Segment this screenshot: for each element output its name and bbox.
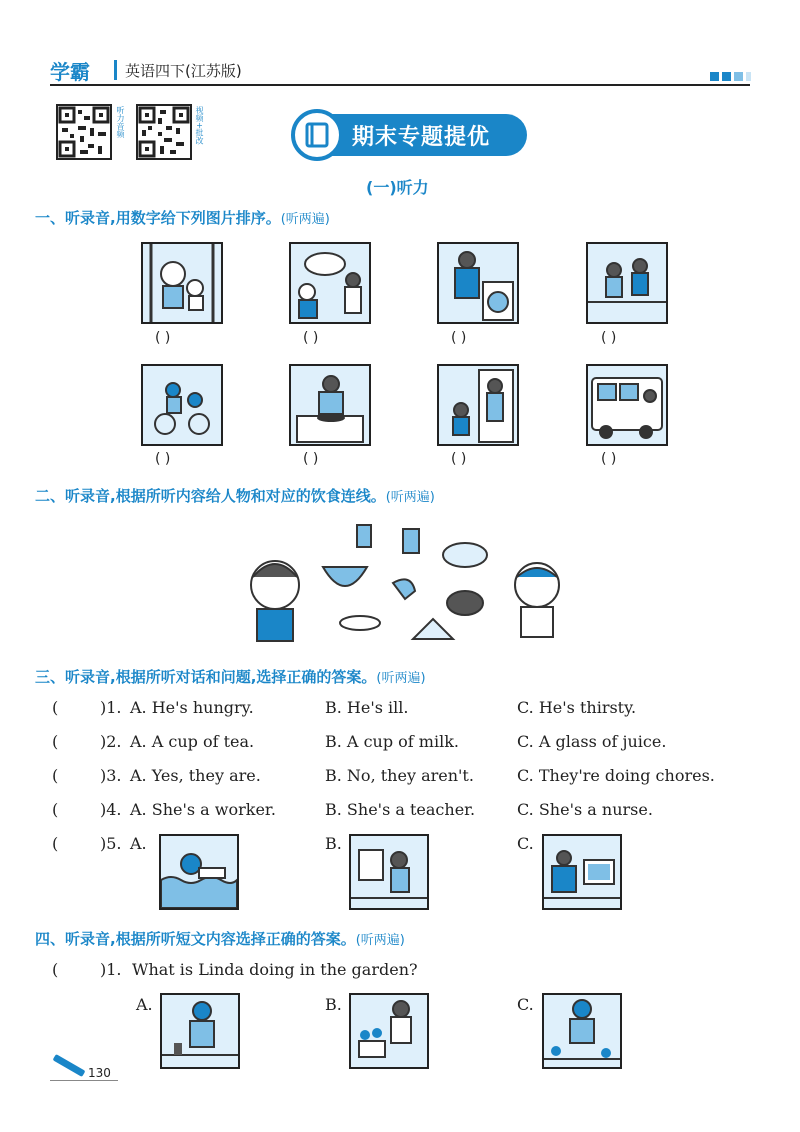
man-washing-clothes-icon [437,242,519,324]
section-4-note: (听两遍) [355,933,405,948]
answer-blank[interactable]: ( ) [155,451,171,467]
option-a: A. Yes, they are. [130,766,261,785]
section-3-instruction: 三、听录音,根据所听对话和问题,选择正确的答案。 [35,668,377,686]
boy-going-home-icon [437,364,519,446]
option-b-label: B. [325,834,342,853]
section-3-note: (听两遍) [376,671,426,686]
answer-blank[interactable]: ( ) [303,451,319,467]
mother-cooking-icon [289,364,371,446]
option-b: B. She's a teacher. [325,800,476,819]
section-4-instruction: 四、听录音,根据所听短文内容选择正确的答案。 [35,930,356,948]
answer-paren[interactable]: ( [52,834,59,853]
qr-caption-video: 视频+批改 [195,106,204,145]
qr-caption-listening: 听力音频 [116,106,125,138]
question-number: )1. [100,960,122,979]
qr-code-video[interactable] [136,104,192,160]
banner-book-icon [291,109,343,161]
option-b: B. No, they aren't. [325,766,474,785]
question-number: )4. [100,800,122,819]
food-items [323,525,487,639]
section-4-heading [35,928,405,949]
question-number: )3. [100,766,122,785]
swimming-icon[interactable] [159,834,239,910]
drawing-picture-icon[interactable] [349,834,429,910]
section-1-note: (听两遍) [280,212,330,227]
option-c: C. She's a nurse. [517,800,653,819]
food-matching-illustration [235,515,575,645]
answer-blank[interactable]: ( ) [303,330,319,346]
girl-and-boy-eating-icon [289,242,371,324]
part-title: (一)听力 [366,178,429,197]
section-1-instruction: 一、听录音,用数字给下列图片排序。 [35,209,281,227]
answer-paren[interactable]: ( [52,766,59,785]
book-title: 英语四下(江苏版) [125,62,242,80]
answer-paren[interactable]: ( [52,960,59,979]
girl-picking-flowers-icon[interactable] [542,993,622,1069]
option-a-label: A. [136,995,153,1014]
boy-riding-bike-icon [141,364,223,446]
option-b-label: B. [325,995,342,1014]
pencil-icon [53,1054,86,1077]
option-b: B. He's ill. [325,698,409,717]
answer-blank[interactable]: ( ) [155,330,171,346]
boy-figure [515,563,559,637]
option-a: A. She's a worker. [130,800,276,819]
question-number: )2. [100,732,122,751]
answer-paren[interactable]: ( [52,800,59,819]
header-square [746,72,751,81]
watching-tv-icon[interactable] [542,834,622,910]
girl-planting-icon[interactable] [160,993,240,1069]
answer-blank[interactable]: ( ) [601,330,617,346]
girl-watering-flowers-icon[interactable] [349,993,429,1069]
header-square [710,72,719,81]
answer-paren[interactable]: ( [52,732,59,751]
question-number: )1. [100,698,122,717]
header-rule [50,84,750,86]
option-c: C. He's thirsty. [517,698,637,717]
banner-title: 期末专题提优 [352,125,491,150]
option-c-label: C. [517,834,534,853]
section-2-heading [35,485,435,506]
boys-playing-icon [586,242,668,324]
footer-rule [50,1080,118,1081]
option-a: A. He's hungry. [130,698,254,717]
option-c: C. They're doing chores. [517,766,715,785]
section-2-instruction: 二、听录音,根据所听内容给人物和对应的饮食连线。 [35,487,386,505]
bus-driver-icon [586,364,668,446]
answer-blank[interactable]: ( ) [451,451,467,467]
answer-blank[interactable]: ( ) [601,451,617,467]
option-b: B. A cup of milk. [325,732,459,751]
option-c-label: C. [517,995,534,1014]
page-number: 130 [88,1066,111,1080]
kitten-and-dog-icon [141,242,223,324]
section-1-heading [35,207,330,228]
option-a-label: A. [130,834,147,853]
header-square [722,72,731,81]
section-2-note: (听两遍) [385,490,435,505]
question-text: What is Linda doing in the garden? [132,960,418,979]
answer-paren[interactable]: ( [52,698,59,717]
qr-code-listening[interactable] [56,104,112,160]
option-a: A. A cup of tea. [130,732,255,751]
brand-divider [114,60,117,80]
option-c: C. A glass of juice. [517,732,667,751]
section-3-heading [35,666,426,687]
girl-figure [251,561,299,641]
question-number: )5. [100,834,122,853]
header-square [734,72,743,81]
brand-logo: 学霸 [50,60,90,84]
answer-blank[interactable]: ( ) [451,330,467,346]
